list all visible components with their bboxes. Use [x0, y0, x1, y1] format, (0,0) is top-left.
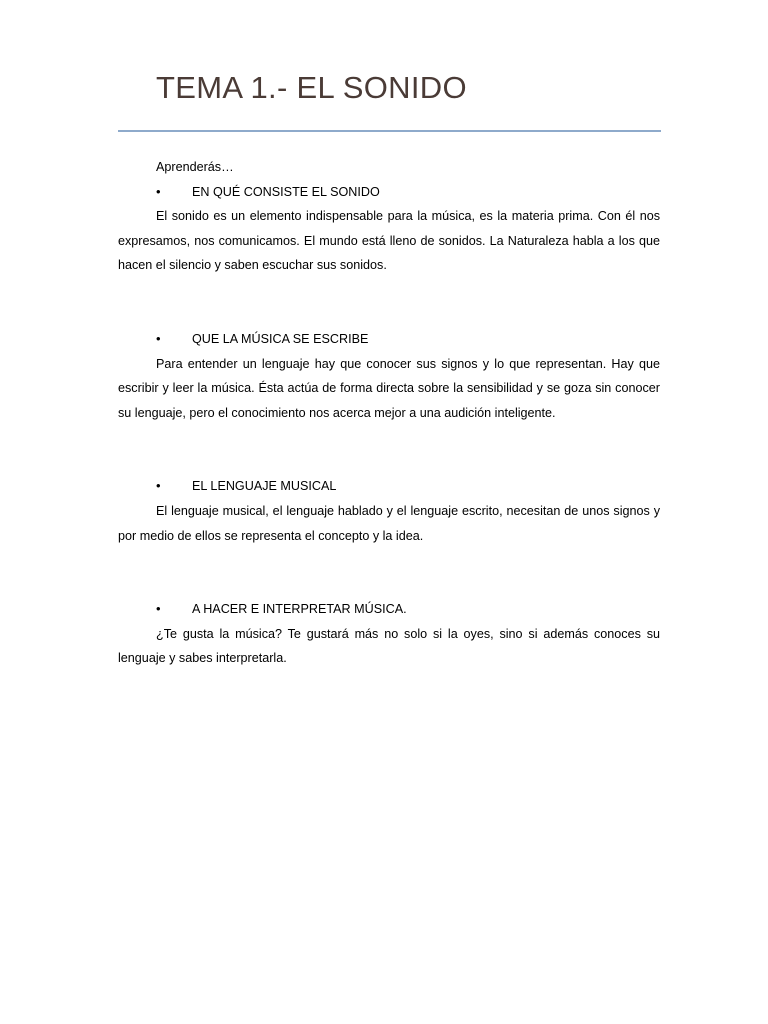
section	[118, 597, 660, 671]
bullet-icon: •	[156, 478, 161, 494]
bullet-icon: •	[156, 183, 161, 199]
section-heading-text: QUE LA MÚSICA SE ESCRIBE	[192, 331, 369, 346]
bullet-icon: •	[156, 330, 161, 346]
bullet-icon: •	[156, 601, 161, 617]
spacer	[118, 278, 660, 327]
document-body	[118, 155, 660, 671]
spacer	[118, 548, 660, 597]
section-paragraph: El lenguaje musical, el lenguaje hablado y el lenguaje escrito, necesitan de unos signos y por medio de ellos se representa el concepto y la idea.	[118, 503, 660, 543]
section-heading-text: EN QUÉ CONSISTE EL SONIDO	[192, 184, 380, 199]
section-heading-text: A HACER E INTERPRETAR MÚSICA.	[192, 602, 407, 617]
section-heading-text: EL LENGUAJE MUSICAL	[192, 479, 337, 494]
title-underline	[118, 130, 661, 132]
section-paragraph: Para entender un lenguaje hay que conocer sus signos y lo que representan. Hay que escribir y leer la música. Ésta actúa de forma directa sobre la sensibilidad y se goza sin conocer su lenguaje, pero el conocimiento nos acerca mejor a una audición inteligente.	[118, 356, 660, 420]
page-title: TEMA 1.- EL SONIDO	[156, 70, 467, 105]
section-heading	[118, 327, 660, 352]
section	[118, 180, 660, 278]
section	[118, 327, 660, 425]
section-heading	[118, 180, 660, 205]
spacer	[118, 425, 660, 474]
section-heading	[118, 474, 660, 499]
section-heading	[118, 597, 660, 622]
section	[118, 474, 660, 548]
section-paragraph: El sonido es un elemento indispensable para la música, es la materia prima. Con él nos expresamos, nos comunicamos. El mundo está lleno de sonidos. La Naturaleza habla a los que hacen el silencio y saben escuchar sus sonidos.	[118, 209, 660, 273]
intro-text: Aprenderás…	[156, 160, 234, 174]
section-paragraph: ¿Te gusta la música? Te gustará más no solo si la oyes, sino si además conoces su lenguaje y sabes interpretarla.	[118, 626, 660, 666]
